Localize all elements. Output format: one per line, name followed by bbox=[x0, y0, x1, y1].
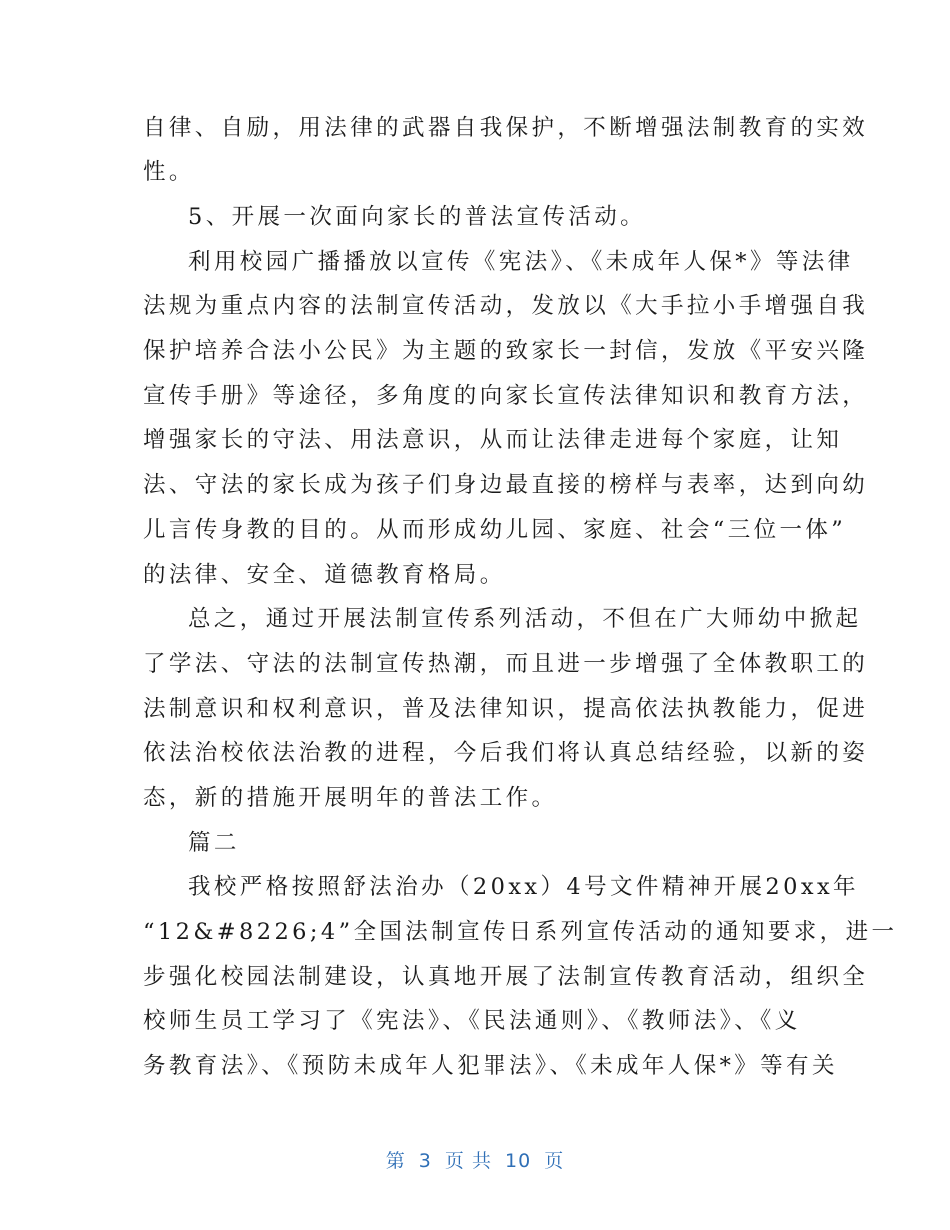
body-line: 法、守法的家长成为孩子们身边最直接的榜样与表率，达到向幼 bbox=[143, 472, 869, 498]
body-line: 法制意识和权利意识，普及法律知识，提高依法执教能力，促进 bbox=[143, 696, 869, 722]
body-line: “12&#8226;4”全国法制宣传日系列宣传活动的通知要求，进一 bbox=[143, 919, 898, 945]
body-line: 了学法、守法的法制宣传热潮，而且进一步增强了全体教职工的 bbox=[143, 651, 869, 677]
body-line: 保护培养合法小公民》为主题的致家长一封信，发放《平安兴隆 bbox=[143, 338, 869, 364]
body-line: 校师生员工学习了《宪法》、《民法通则》、《教师法》、《义 bbox=[143, 1008, 801, 1034]
body-line: 增强家长的守法、用法意识，从而让法律走进每个家庭，让知 bbox=[143, 427, 843, 453]
body-line: 宣传手册》等途径，多角度的向家长宣传法律知识和教育方法， bbox=[143, 383, 869, 409]
body-line: 步强化校园法制建设，认真地开展了法制宣传教育活动，组织全 bbox=[143, 964, 869, 990]
body-line: 我校严格按照舒法治办（20xx）4号文件精神开展20xx年 bbox=[188, 874, 859, 900]
body-line: 性。 bbox=[143, 159, 195, 185]
section-heading: 篇二 bbox=[188, 830, 240, 856]
body-line: 务教育法》、《预防未成年人犯罪法》、《未成年人保*》等有关 bbox=[143, 1053, 838, 1079]
page-footer bbox=[0, 1148, 950, 1174]
body-line: 儿言传身教的目的。从而形成幼儿园、家庭、社会“三位一体” bbox=[143, 517, 847, 543]
body-line: 态，新的措施开展明年的普法工作。 bbox=[143, 785, 558, 811]
body-line: 法规为重点内容的法制宣传活动，发放以《大手拉小手增强自我 bbox=[143, 293, 869, 319]
body-line: 利用校园广播播放以宣传《宪法》、《未成年人保*》等法律 bbox=[188, 249, 854, 275]
body-line: 自律、自励，用法律的武器自我保护，不断增强法制教育的实效 bbox=[143, 115, 869, 141]
body-line: 的法律、安全、道德教育格局。 bbox=[143, 562, 506, 588]
current-page-number: 3 bbox=[418, 1150, 432, 1172]
footer-middle: 页 共 bbox=[444, 1150, 492, 1172]
footer-prefix: 第 bbox=[385, 1150, 406, 1172]
section-heading: 5、开展一次面向家长的普法宣传活动。 bbox=[188, 204, 647, 230]
total-page-count: 10 bbox=[505, 1150, 532, 1172]
footer-suffix: 页 bbox=[544, 1150, 565, 1172]
body-line: 依法治校依法治教的进程，今后我们将认真总结经验，以新的姿 bbox=[143, 740, 869, 766]
body-line: 总之，通过开展法制宣传系列活动，不但在广大师幼中掀起 bbox=[188, 606, 862, 632]
